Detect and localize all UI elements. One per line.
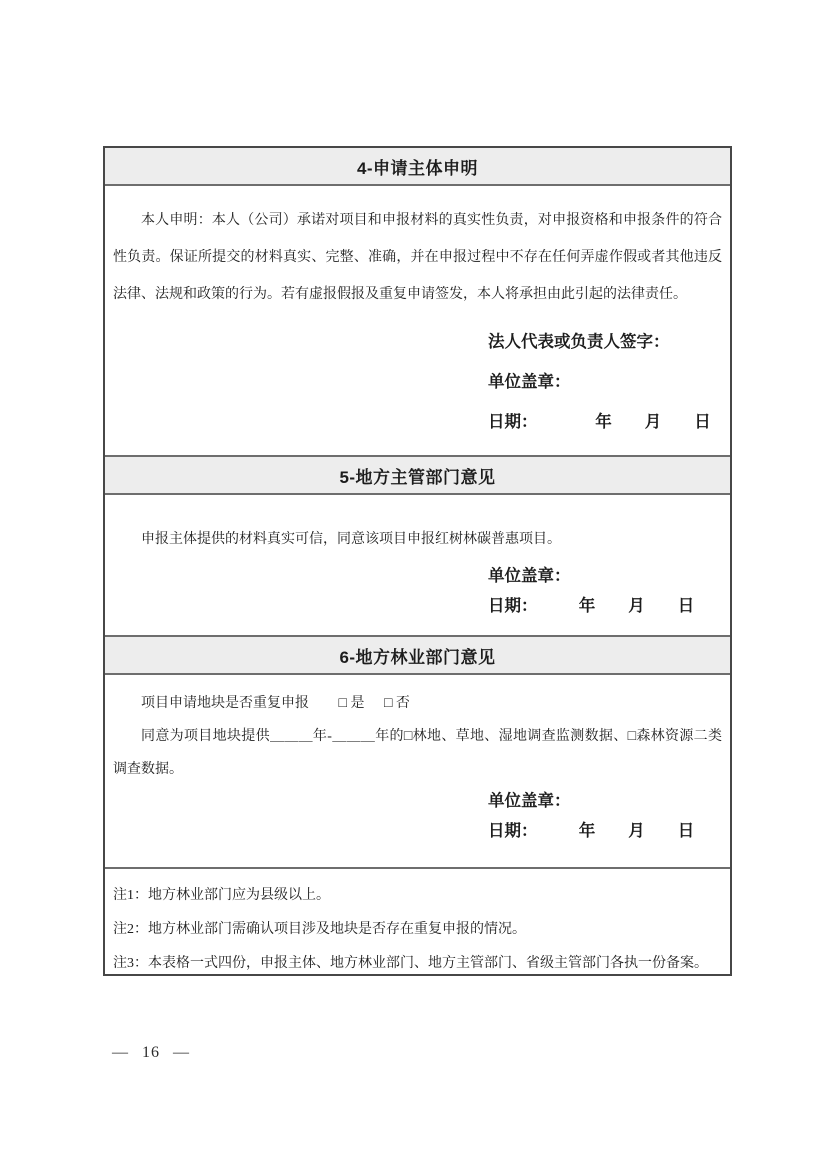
note-3: 注3：本表格一式四份，申报主体、地方林业部门、地方主管部门、省级主管部门各执一份备案。 (113, 956, 708, 971)
page-number: — 16 — (112, 1044, 190, 1061)
section-5-header (105, 455, 730, 495)
unit-seal-label: 单位盖章： (488, 567, 571, 585)
unit-seal-label: 单位盖章： (488, 792, 571, 810)
checkbox-yes: □ 是 (338, 696, 365, 711)
duplicate-question-label: 项目申请地块是否重复申报 (141, 696, 309, 711)
data-provision-paragraph: 同意为项目地块提供＿＿＿年-＿＿＿年的□林地、草地、湿地调查监测数据、□森林资源二类调查数据。 (113, 729, 722, 777)
note-2: 注2：地方林业部门需确认项目涉及地块是否存在重复申报的情况。 (113, 922, 526, 937)
section-6-header (105, 635, 730, 675)
declaration-paragraph: 本人申明：本人（公司）承诺对项目和申报材料的真实性负责，对申报资格和申报条件的符合性负责。保证所提交的材料真实、完整、准确，并在申报过程中不存在任何弄虚作假或者其他违反法律、法规和政策的行为。若有虚报假报及重复申请签发，本人将承担由此引起的法律责任。 (113, 213, 722, 302)
legal-representative-signature-label: 法人代表或负责人签字： (488, 333, 670, 351)
section-5-signature-block (488, 561, 722, 621)
section-6-body (105, 675, 730, 867)
section-4-body (105, 186, 730, 455)
section-6-signature-block (488, 786, 722, 846)
section-4-header (105, 148, 730, 186)
duplicate-application-question-line (113, 675, 722, 720)
section-4-signature-block (488, 322, 722, 442)
checkbox-no: □ 否 (383, 696, 410, 711)
section-5-body (105, 495, 730, 635)
note-1: 注1：地方林业部门应为县级以上。 (113, 888, 330, 903)
unit-seal-label: 单位盖章： (488, 373, 571, 391)
section-5-title: 5-地方主管部门意见 (339, 467, 496, 487)
notes-section (105, 867, 730, 974)
department-opinion-text: 申报主体提供的材料真实可信，同意该项目申报红树林碳普惠项目。 (141, 532, 561, 547)
section-6-title: 6-地方林业部门意见 (339, 647, 496, 667)
section-4-title: 4-申请主体申明 (356, 158, 479, 178)
date-line: 日期： 年 月 日 (488, 413, 711, 431)
date-line: 日期： 年 月 日 (488, 597, 695, 615)
date-line: 日期： 年 月 日 (488, 822, 695, 840)
application-form-table (103, 146, 732, 976)
